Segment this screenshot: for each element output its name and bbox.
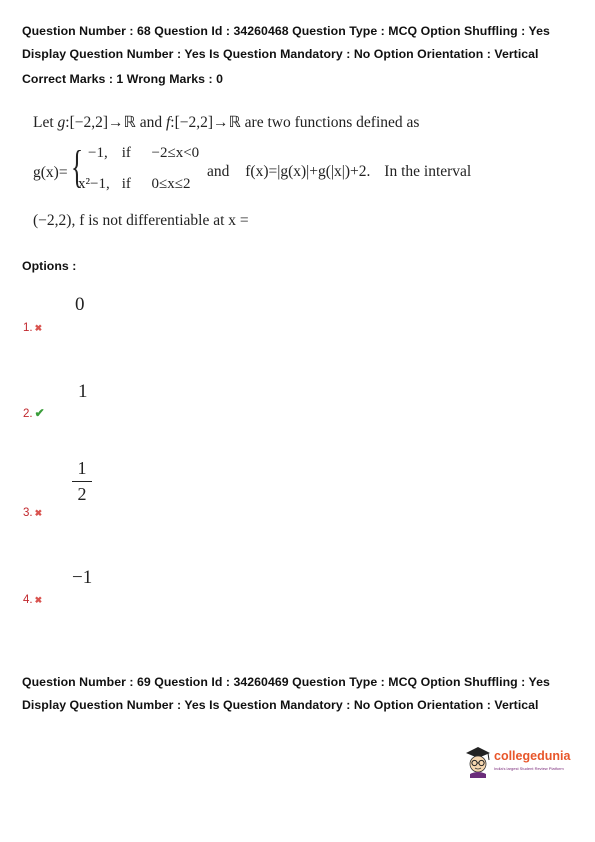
question-meta-line: Question Number : 69 Question Id : 34260469 Question Type : MCQ Option Shuffling : Yes [22, 675, 550, 689]
cross-icon: ✖ [34, 508, 43, 518]
g-case1: −1, if −2≤x<0 [88, 145, 200, 161]
option-1[interactable]: 1. ✖ [23, 322, 43, 334]
fraction-denominator: 2 [77, 484, 87, 505]
marks-line: Correct Marks : 1 Wrong Marks : 0 [22, 72, 223, 86]
fraction-bar [72, 481, 92, 482]
option-2-value: 1 [78, 381, 88, 402]
g-definition-lhs: g(x)= [33, 164, 68, 181]
check-icon: ✔ [34, 406, 45, 420]
f-definition: and f(x)=|g(x)|+g(|x|)+2. In the interval [207, 163, 472, 180]
option-4[interactable]: 4. ✖ [23, 594, 43, 606]
cross-icon: ✖ [34, 595, 43, 605]
option-3-fraction [72, 458, 92, 505]
question-meta-line: Question Number : 68 Question Id : 34260468 Question Type : MCQ Option Shuffling : Yes [22, 24, 550, 38]
question-stem-line3: (−2,2), f is not differentiable at x = [33, 212, 249, 229]
left-brace-icon: { [71, 141, 84, 192]
options-label: Options : [22, 259, 77, 273]
question-stem-line1: Let g:[−2,2]→ℝ and f:[−2,2]→ℝ are two functions defined as [33, 114, 420, 131]
collegedunia-logo [464, 744, 576, 782]
g-case2: x²−1, if 0≤x≤2 [78, 176, 191, 192]
logo-tagline: India's largest Student Review Platform [494, 766, 564, 771]
option-2[interactable]: 2. ✔ [23, 406, 45, 420]
option-1-value: 0 [75, 294, 85, 315]
mascot-icon [464, 744, 492, 778]
question-display-line: Display Question Number : Yes Is Question Mandatory : No Option Orientation : Vertical [22, 47, 539, 61]
question-display-line: Display Question Number : Yes Is Question Mandatory : No Option Orientation : Vertical [22, 698, 539, 712]
option-3[interactable]: 3. ✖ [23, 507, 43, 519]
logo-name: collegedunia [494, 749, 571, 763]
option-4-value: −1 [72, 567, 93, 588]
cross-icon: ✖ [34, 323, 43, 333]
fraction-numerator: 1 [77, 458, 87, 478]
